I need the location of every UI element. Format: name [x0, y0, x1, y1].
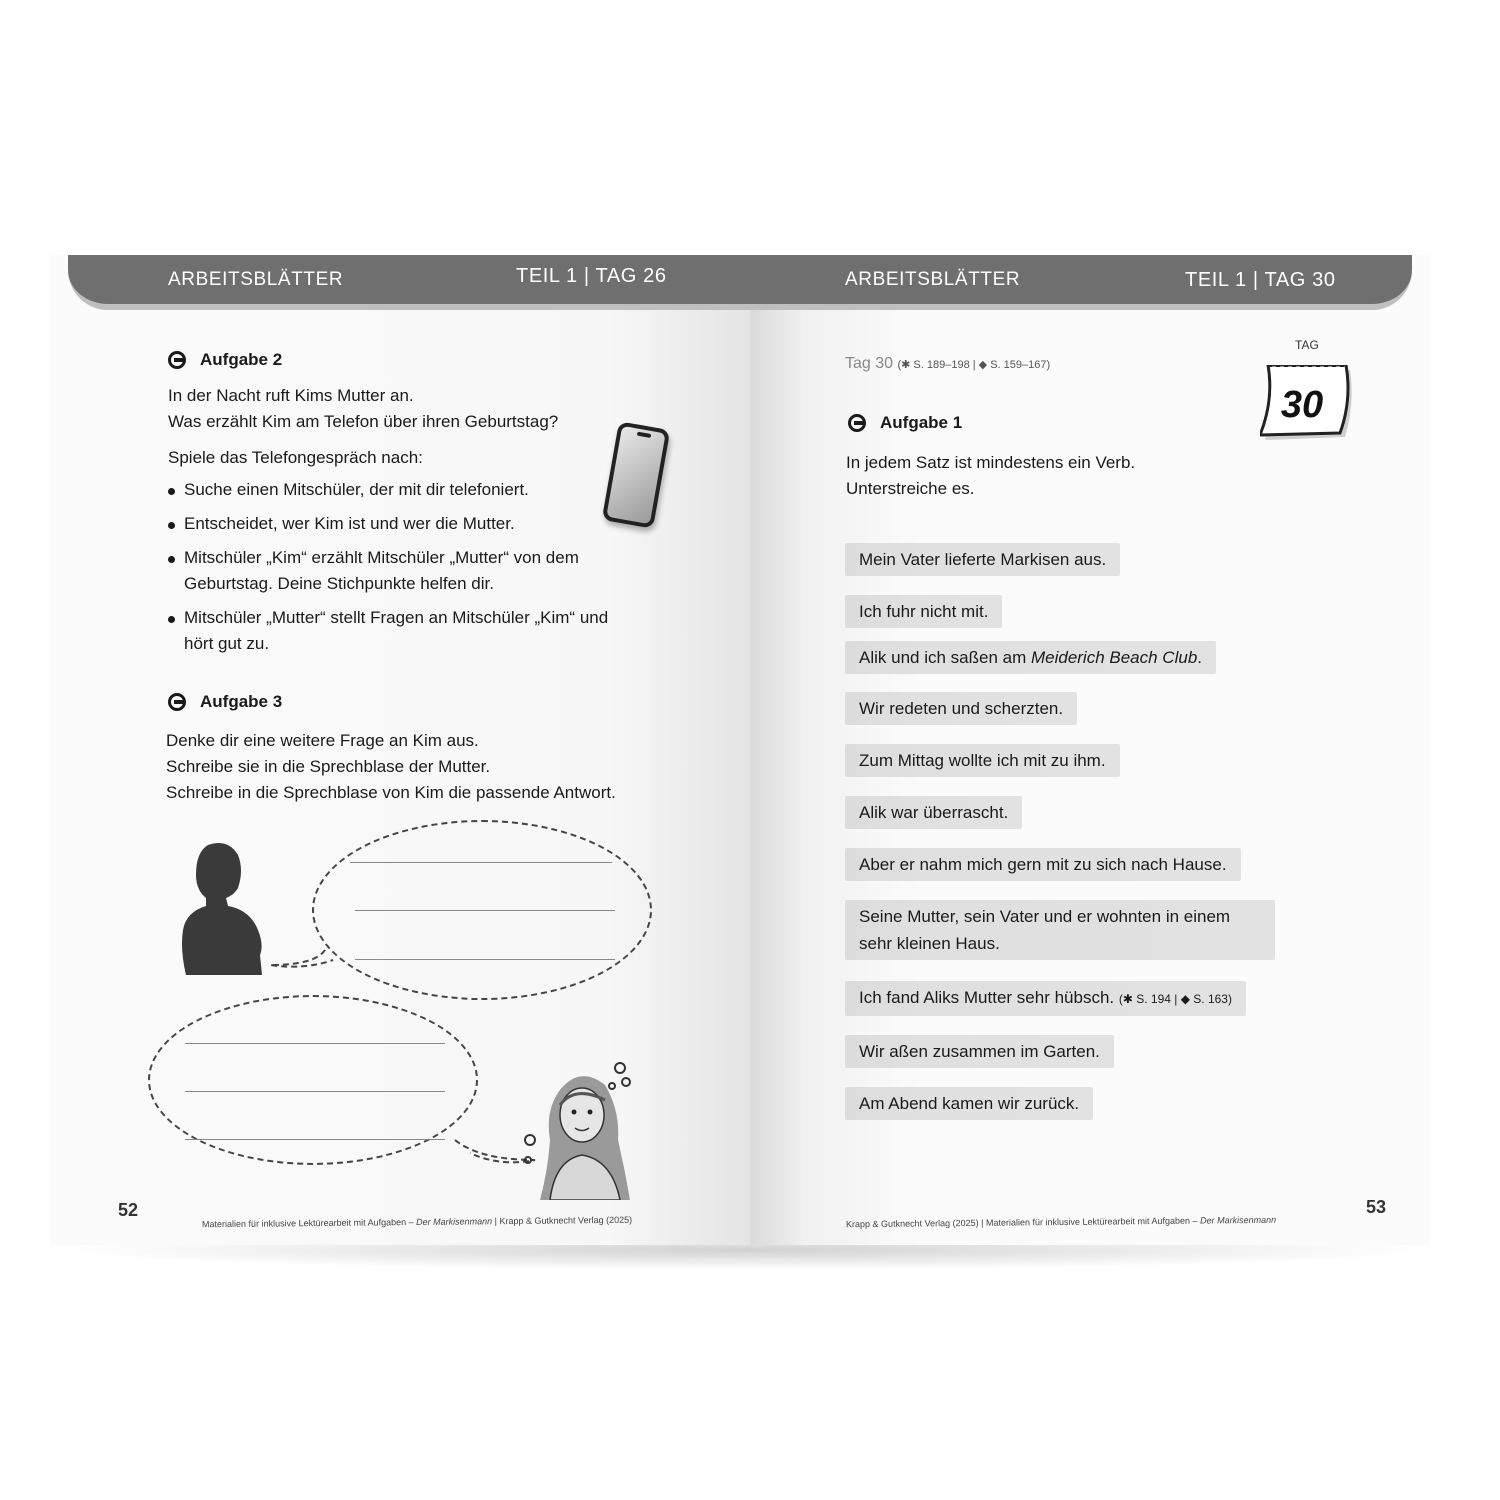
task1-line-2: Unterstreiche es. — [846, 479, 975, 498]
sentence-strip — [845, 981, 1246, 1016]
sentence-strip: Mein Vater lieferte Markisen aus. — [845, 543, 1120, 576]
page-number-left: 52 — [118, 1200, 139, 1220]
left-page — [50, 255, 750, 1245]
task1-instructions — [846, 450, 1135, 502]
task2-intro-line-1: In der Nacht ruft Kims Mutter an. — [168, 386, 414, 405]
left-header-title: ARBEITSBLÄTTER — [168, 269, 344, 290]
sentence-strip: Alik war überrascht. — [845, 796, 1022, 829]
task3-heading-label: Aufgabe 3 — [200, 692, 283, 711]
arrow-circle-icon — [168, 351, 186, 369]
writing-line — [185, 1091, 445, 1092]
sentence-strip: Wir redeten und scherzten. — [845, 692, 1077, 725]
footer-left-publisher: | Krapp & Gutknecht Verlag (2025) — [492, 1214, 633, 1227]
list-item: Entscheidet, wer Kim ist und wer die Mutter. — [168, 511, 638, 537]
task1-heading — [848, 413, 962, 433]
sentence-strip: Aber er nahm mich gern mit zu sich nach Hause. — [845, 848, 1241, 881]
right-header-band — [750, 255, 1412, 310]
arrow-circle-icon — [168, 693, 186, 711]
badge-number: 30 — [1280, 384, 1324, 426]
right-page — [750, 255, 1430, 1245]
list-item: Mitschüler „Mutter“ stellt Fragen an Mitschüler „Kim“ und hört gut zu. — [168, 605, 638, 657]
badge-label: TAG — [1295, 338, 1319, 352]
task2-intro-line-2: Was erzählt Kim am Telefon über ihren Geburtstag? — [168, 412, 559, 431]
sentence-end: . — [1197, 648, 1203, 667]
footer-right-book-title: Der Markisenmann — [1199, 1214, 1277, 1226]
sentence-strip: Am Abend kamen wir zurück. — [845, 1087, 1093, 1120]
sentence-strip: Ich fuhr nicht mit. — [845, 595, 1002, 628]
footer-left-book-title: Der Markisenmann — [416, 1216, 493, 1228]
task3-line-1: Denke dir eine weitere Frage an Kim aus. — [166, 731, 479, 750]
left-header-band — [68, 255, 750, 310]
task3-line-3: Schreibe in die Sprechblase von Kim die passende Antwort. — [166, 783, 616, 802]
right-header-part: TEIL 1 | TAG 30 — [1185, 269, 1336, 291]
list-item: Suche einen Mitschüler, der mit dir telefoniert. — [168, 477, 638, 503]
writing-line — [355, 959, 615, 960]
writing-line — [355, 910, 615, 911]
task2-prompt: Spiele das Telefongespräch nach: — [168, 448, 423, 467]
smartphone-icon — [602, 421, 671, 529]
sentence-page-ref: (✱ S. 194 | ◆ S. 163) — [1118, 992, 1232, 1006]
footer-right — [846, 1215, 1276, 1230]
page-number-right: 53 — [1366, 1197, 1387, 1217]
footer-left-text: Materialien für inklusive Lektürearbeit mit Aufgaben – — [201, 1217, 417, 1230]
arrow-circle-icon — [848, 414, 866, 432]
task3-instructions — [166, 728, 616, 806]
sentence-text: Alik und ich saßen am — [859, 648, 1031, 667]
left-header-part: TEIL 1 | TAG 26 — [516, 265, 667, 287]
sentence-strip — [845, 641, 1216, 674]
kim-girl-illustration — [520, 1060, 655, 1200]
writing-line — [185, 1139, 445, 1140]
task2-bullet-list — [168, 477, 638, 665]
calendar-day-badge-icon — [1260, 365, 1355, 445]
sentence-strip: Wir aßen zusammen im Garten. — [845, 1035, 1114, 1068]
task2-intro — [168, 383, 558, 435]
day-label: Tag 30 — [845, 355, 894, 372]
task3-line-2: Schreibe sie in die Sprechblase der Mutter. — [166, 757, 491, 776]
mother-silhouette-icon — [178, 840, 268, 975]
task3-heading — [168, 692, 282, 712]
sentence-strip: Seine Mutter, sein Vater und er wohnten in einem sehr kleinen Haus. — [845, 900, 1275, 960]
task1-line-1: In jedem Satz ist mindestens ein Verb. — [846, 453, 1136, 472]
task2-heading — [168, 350, 282, 370]
writing-line — [185, 1043, 445, 1044]
open-book — [50, 255, 1430, 1250]
right-header-title: ARBEITSBLÄTTER — [845, 269, 1021, 290]
task2-heading-label: Aufgabe 2 — [200, 350, 283, 369]
sentence-text: Ich fand Aliks Mutter sehr hübsch. — [859, 988, 1119, 1007]
sentence-italic: Meiderich Beach Club — [1030, 648, 1198, 667]
task1-heading-label: Aufgabe 1 — [880, 413, 963, 432]
day-page-refs: (✱ S. 189–198 | ◆ S. 159–167) — [897, 359, 1051, 371]
footer-left — [202, 1215, 632, 1230]
writing-line — [350, 862, 612, 863]
list-item: Mitschüler „Kim“ erzählt Mitschüler „Mutter“ von dem Geburtstag. Deine Stichpunkte helfen dir. — [168, 545, 638, 597]
sentence-strip: Zum Mittag wollte ich mit zu ihm. — [845, 744, 1120, 777]
day-reference — [845, 355, 1050, 373]
footer-right-text: Krapp & Gutknecht Verlag (2025) | Materialien für inklusive Lektürearbeit mit Aufgaben – — [845, 1215, 1201, 1230]
bubble-tail — [265, 945, 335, 980]
